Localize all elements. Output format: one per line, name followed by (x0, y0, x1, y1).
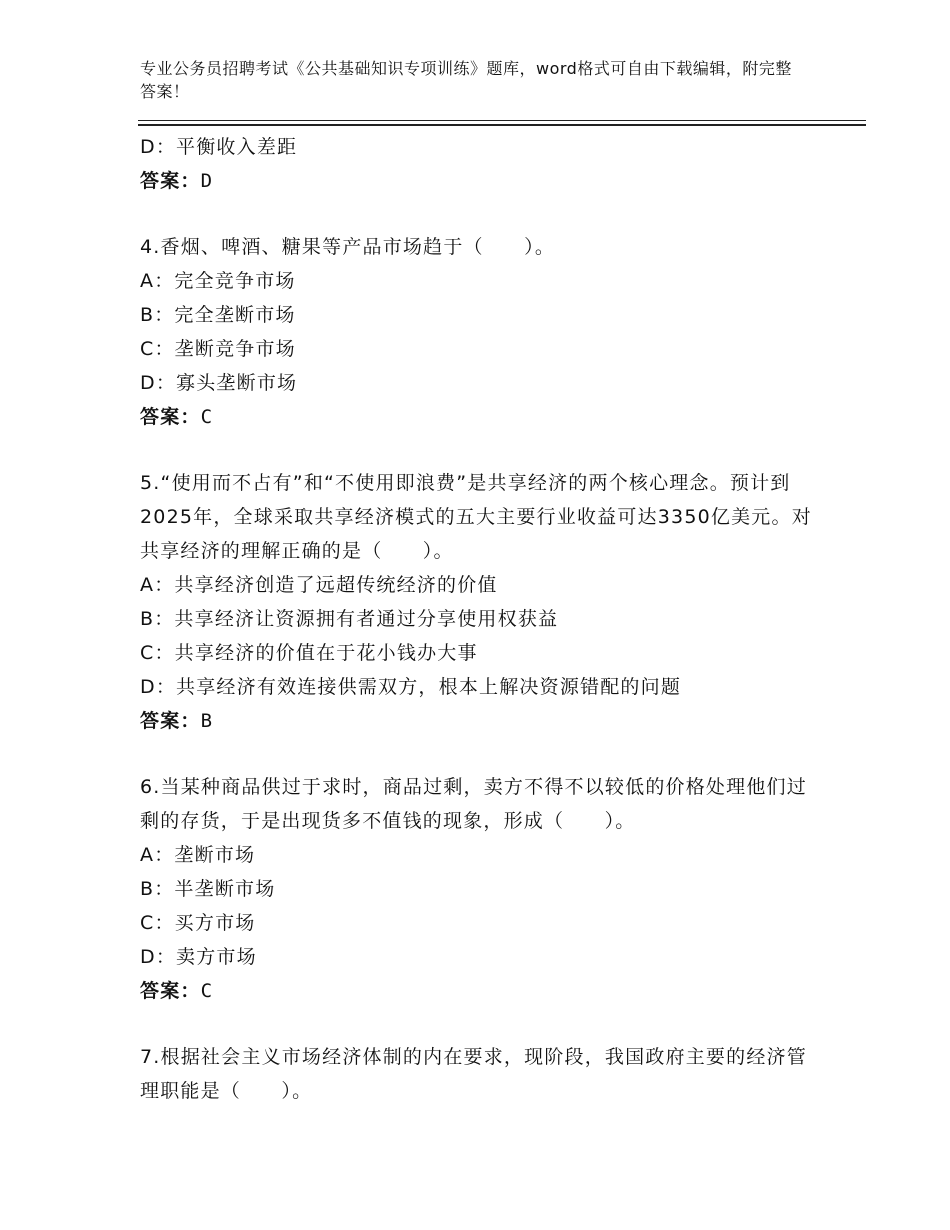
answer-label: 答案： (140, 980, 201, 1002)
question-text: 6.当某种商品供过于求时，商品过剩，卖方不得不以较低的价格处理他们过剩的存货，于是出现货多不值钱的现象，形成（ ）。 (140, 776, 807, 832)
answer-value: B (200, 710, 214, 732)
spacer (140, 434, 820, 466)
option-b: B：共享经济让资源拥有者通过分享使用权获益 (140, 608, 559, 630)
spacer (140, 738, 820, 770)
option-d: D：平衡收入差距 (140, 136, 298, 158)
header-rule-thick (138, 124, 866, 126)
option-b: B：完全垄断市场 (140, 304, 296, 326)
option-d: D：共享经济有效连接供需双方，根本上解决资源错配的问题 (140, 676, 682, 698)
question-7 (140, 1040, 820, 1108)
answer-value: C (200, 406, 214, 428)
question-3-continued (140, 130, 820, 198)
answer-label: 答案： (140, 406, 201, 428)
answer-line (140, 164, 820, 198)
answer-line (140, 974, 820, 1008)
question-text: 5.“使用而不占有”和“不使用即浪费”是共享经济的两个核心理念。预计到2025年，全球采取共享经济模式的五大主要行业收益可达3350亿美元。对共享经济的理解正确的是（ ）。 (140, 472, 812, 562)
answer-line (140, 704, 820, 738)
answer-line (140, 400, 820, 434)
question-5 (140, 466, 820, 738)
page-header: 专业公务员招聘考试《公共基础知识专项训练》题库，word格式可自由下载编辑，附完整答案！ (140, 59, 792, 101)
header-rule-thin (138, 120, 866, 121)
option-c: C：共享经济的价值在于花小钱办大事 (140, 642, 478, 664)
option-a: A：垄断市场 (140, 844, 256, 866)
answer-value: D (200, 170, 214, 192)
question-content (140, 130, 820, 1108)
answer-label: 答案： (140, 710, 201, 732)
option-c: C：垄断竞争市场 (140, 338, 296, 360)
answer-label: 答案： (140, 170, 201, 192)
question-4 (140, 230, 820, 434)
question-6 (140, 770, 820, 1008)
answer-value: C (200, 980, 214, 1002)
option-a: A：完全竞争市场 (140, 270, 296, 292)
option-d: D：寡头垄断市场 (140, 372, 298, 394)
option-c: C：买方市场 (140, 912, 256, 934)
question-text: 4.香烟、啤酒、糖果等产品市场趋于（ ）。 (140, 236, 556, 258)
spacer (140, 1008, 820, 1040)
option-b: B：半垄断市场 (140, 878, 276, 900)
option-d: D：卖方市场 (140, 946, 257, 968)
option-a: A：共享经济创造了远超传统经济的价值 (140, 574, 498, 596)
question-text: 7.根据社会主义市场经济体制的内在要求，现阶段，我国政府主要的经济管理职能是（ ）。 (140, 1046, 807, 1102)
spacer (140, 198, 820, 230)
